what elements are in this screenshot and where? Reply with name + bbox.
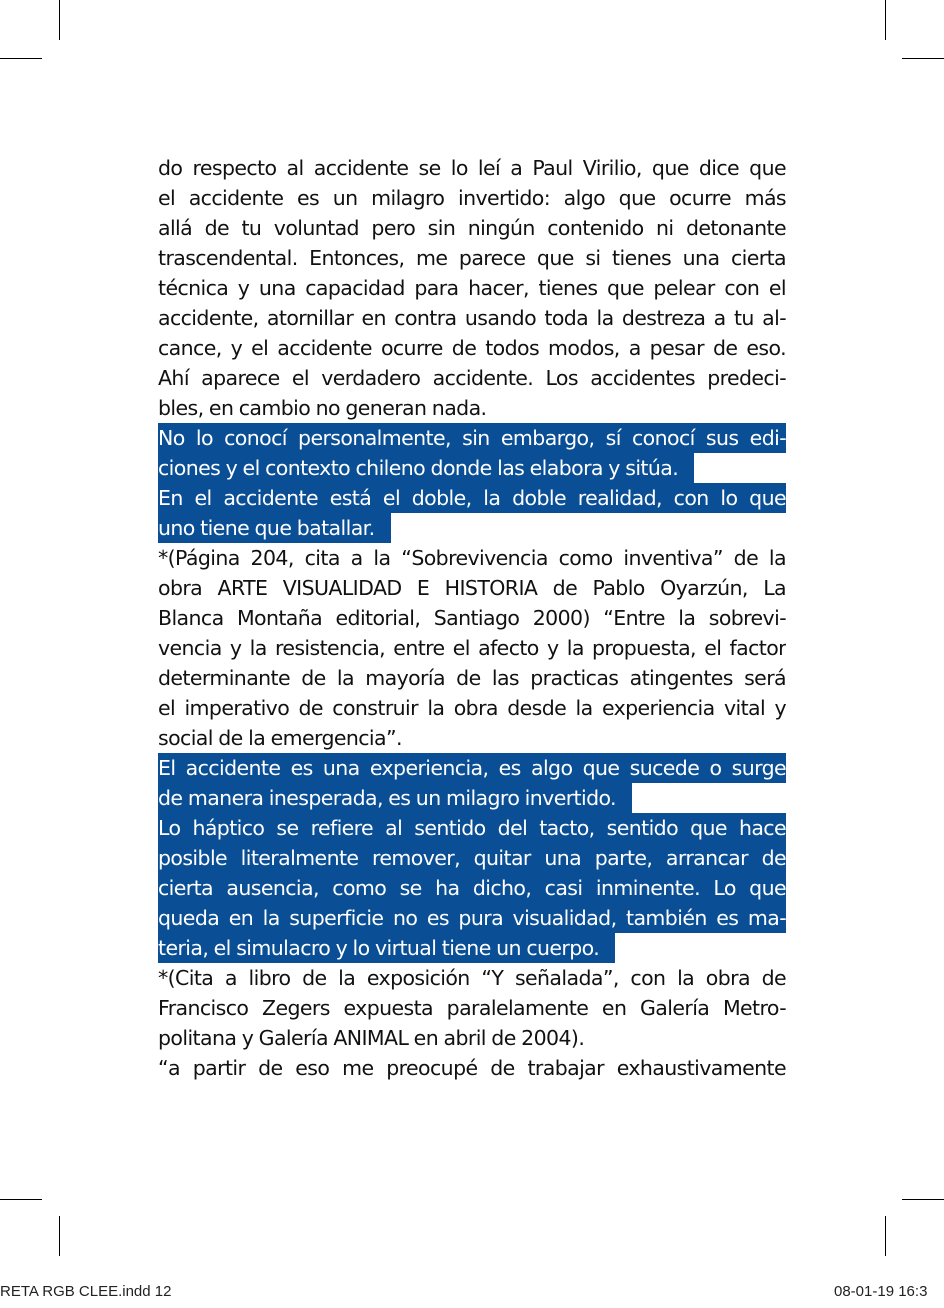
text-line: técnica y una capacidad para hacer, tienes que pelear con el <box>158 276 786 300</box>
text-line: accidente, atornillar en contra usando toda la destreza a tu al- <box>158 306 786 330</box>
highlighted-paragraph <box>158 483 786 543</box>
crop-mark-bottom-right-h <box>902 1199 944 1200</box>
text-line: allá de tu voluntad pero sin ningún contenido ni detonante <box>158 216 786 240</box>
crop-mark-top-right <box>885 0 886 40</box>
crop-mark-bottom-left <box>59 1216 60 1256</box>
text-line: vencia y la resistencia, entre el afecto y la propuesta, el factor <box>158 636 786 660</box>
text-line: el accidente es un milagro invertido: algo que ocurre más <box>158 186 786 210</box>
text-line: teria, el simulacro y lo virtual tiene un cuerpo. <box>158 933 615 963</box>
highlighted-paragraph <box>158 753 786 813</box>
text-line: *(Cita a libro de la exposición “Y señalada”, con la obra de <box>158 966 786 990</box>
text-line: En el accidente está el doble, la doble realidad, con lo que <box>158 483 786 513</box>
crop-mark-bottom-right <box>885 1216 886 1256</box>
crop-mark-top-left <box>59 0 60 40</box>
text-line: bles, en cambio no generan nada. <box>158 396 487 420</box>
slug-file-label: RETA RGB CLEE.indd 12 <box>0 1283 172 1300</box>
text-line: El accidente es una experiencia, es algo que sucede o surge <box>158 753 786 783</box>
text-line: uno tiene que batallar. <box>158 513 391 543</box>
text-line: Blanca Montaña editorial, Santiago 2000) “Entre la sobrevi- <box>158 606 786 630</box>
text-line: obra ARTE VISUALIDAD E HISTORIA de Pablo Oyarzún, La <box>158 576 786 600</box>
text-line: determinante de la mayoría de las practicas atingentes será <box>158 666 786 690</box>
text-line: “a partir de eso me preocupé de trabajar exhaustivamente <box>158 1056 786 1080</box>
text-line: Francisco Zegers expuesta paralelamente en Galería Metro- <box>158 996 786 1020</box>
paragraph <box>158 543 786 753</box>
highlighted-paragraph <box>158 423 786 483</box>
crop-mark-top-left-h <box>0 58 42 59</box>
paragraph <box>158 1053 786 1083</box>
text-line: cance, y el accidente ocurre de todos modos, a pesar de eso. <box>158 336 786 360</box>
text-line: *(Página 204, cita a la “Sobrevivencia como inventiva” de la <box>158 546 786 570</box>
text-line: Lo háptico se refiere al sentido del tacto, sentido que hace <box>158 813 786 843</box>
text-line: do respecto al accidente se lo leí a Paul Virilio, que dice que <box>158 156 786 180</box>
text-line: No lo conocí personalmente, sin embargo, sí conocí sus edi- <box>158 423 786 453</box>
text-line: de manera inesperada, es un milagro invertido. <box>158 783 632 813</box>
text-line: trascendental. Entonces, me parece que si tienes una cierta <box>158 246 786 270</box>
crop-mark-bottom-left-h <box>0 1199 42 1200</box>
body-text <box>158 153 786 1083</box>
crop-mark-top-right-h <box>902 58 944 59</box>
text-line: ciones y el contexto chileno donde las elabora y sitúa. <box>158 453 694 483</box>
text-line: Ahí aparece el verdadero accidente. Los accidentes predeci- <box>158 366 786 390</box>
text-line: el imperativo de construir la obra desde la experiencia vital y <box>158 696 786 720</box>
slug-timestamp: 08-01-19 16:3 <box>834 1283 928 1300</box>
text-line: politana y Galería ANIMAL en abril de 2004). <box>158 1026 585 1050</box>
paragraph <box>158 153 786 423</box>
text-line: cierta ausencia, como se ha dicho, casi inminente. Lo que <box>158 873 786 903</box>
paragraph <box>158 963 786 1053</box>
text-line: social de la emergencia”. <box>158 726 402 750</box>
highlighted-paragraph <box>158 813 786 963</box>
text-line: queda en la superficie no es pura visualidad, también es ma- <box>158 903 786 933</box>
text-line: posible literalmente remover, quitar una parte, arrancar de <box>158 843 786 873</box>
